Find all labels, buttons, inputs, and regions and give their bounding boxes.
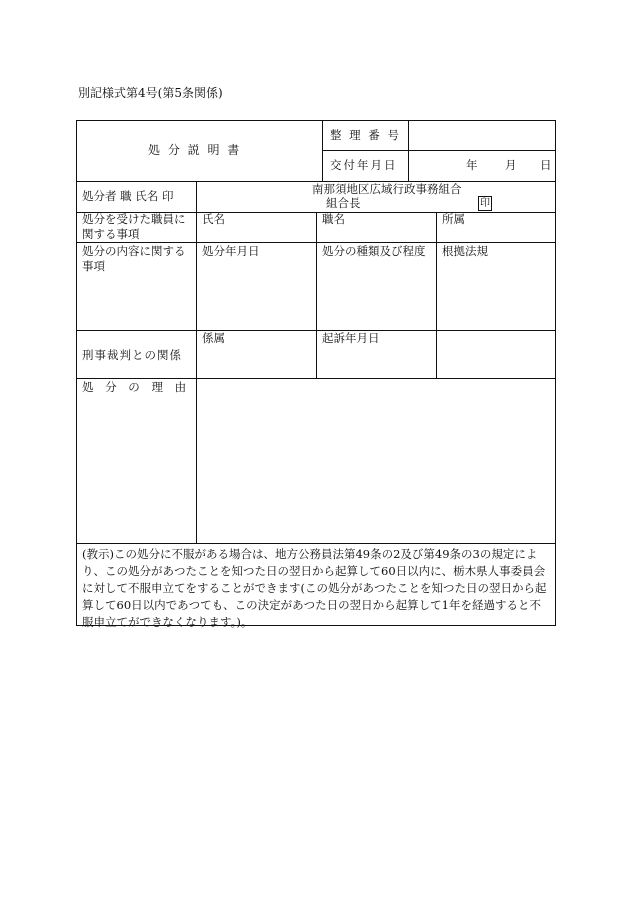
employee-name-label: 氏名 [202, 212, 225, 226]
kofu-date-label: 交付年月日 [330, 158, 398, 172]
seal-stamp: 印 [480, 198, 490, 209]
disposition-type-label: 処分の種類及び程度 [322, 244, 426, 258]
criminal-section-label: 刑事裁判との関係 [82, 348, 182, 362]
disposition-section-label: 処分の内容に関する事項 [82, 244, 186, 273]
row-divider [322, 150, 556, 151]
disposition-law-label: 根拠法規 [442, 244, 488, 258]
column-divider [322, 120, 323, 181]
seiri-bango-label: 整 理 番 号 [330, 128, 401, 142]
month-label: 月 [505, 158, 517, 172]
year-label: 年 [466, 158, 478, 172]
indictment-date-label: 起訴年月日 [322, 331, 380, 345]
criminal-affiliation-label: 係属 [202, 331, 225, 345]
form-title: 処 分 説 明 書 [148, 143, 242, 157]
form-number-label: 別記様式第4号(第5条関係) [78, 86, 223, 100]
disposer-label: 処分者 職 氏名 印 [82, 189, 174, 203]
column-divider [316, 212, 317, 378]
disposer-position: 組合長 [326, 196, 361, 210]
row-divider [76, 543, 556, 544]
disposition-date-label: 処分年月日 [202, 244, 260, 258]
column-divider [436, 212, 437, 378]
employee-title-label: 職名 [322, 212, 345, 226]
appeal-notice: (教示)この処分に不服がある場合は、地方公務員法第49条の2及び第49条の3の規定により、この処分があつたことを知つた日の翌日から起算して60日以内に、栃木県人事委員会に対して不服申立てをすることができます(この処分があつたことを知つた日の翌日から起算して60日以内であつても、この決定があつた日の翌日から起算して1年を経過すると不服申立てができなくなります。)。 [82, 547, 547, 629]
employee-section-label: 処分を受けた職員に関する事項 [82, 212, 186, 241]
row-divider [76, 378, 556, 379]
column-divider [408, 120, 409, 181]
employee-affiliation-label: 所属 [442, 212, 465, 226]
disposer-organization: 南那須地区広域行政事務組合 [312, 182, 462, 196]
reason-label: 処 分 の 理 由 [82, 380, 191, 394]
column-divider [196, 181, 197, 543]
day-label: 日 [540, 158, 552, 172]
